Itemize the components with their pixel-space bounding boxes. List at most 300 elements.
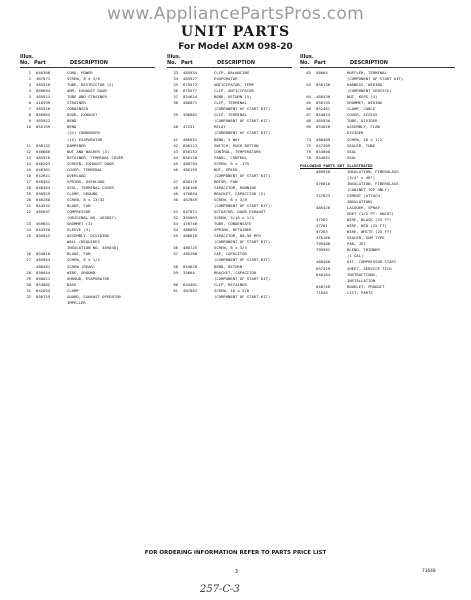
- part-description: WIRE, BLACK (25 FT): [347, 217, 392, 223]
- part-number: 488489: [316, 136, 331, 142]
- part-description: GUARD, EXHAUST OPERATOR: [67, 293, 121, 299]
- part-description: BLEND, THINNER: [347, 247, 380, 253]
- part-description: SLEEVE (3): [67, 227, 91, 233]
- part-description: GREY (1/2 PT. UNCUT): [347, 211, 394, 217]
- part-number: 799486: [316, 241, 331, 247]
- part-description: (COMPONENT OF START KIT): [214, 293, 271, 299]
- header-rule: [20, 67, 155, 68]
- part-description: COMPRESSOR: [67, 209, 91, 215]
- part-description: SPRING, OVERLOAD: [67, 178, 105, 184]
- part-description: SEAL: [347, 148, 357, 154]
- part-number: 488430: [316, 94, 331, 100]
- part-number: 486725: [183, 245, 198, 251]
- part-number: 487883: [183, 287, 198, 293]
- part-number: 485927: [183, 76, 198, 82]
- part-number: 648748: [316, 283, 331, 289]
- part-description: EVAPORATOR: [214, 76, 238, 82]
- part-description: CAP, CAPACITOR: [214, 251, 247, 257]
- not-illustrated-heading: FOLLOWING PARTS NOT ILLUSTRATED: [300, 162, 373, 168]
- illus-number: 2: [28, 76, 31, 82]
- illus-number: 5: [28, 94, 31, 100]
- part-description: (COMPONENT OF START KIT): [214, 118, 271, 124]
- illus-number: 53: [173, 221, 178, 227]
- part-number: 854018: [36, 251, 51, 257]
- handwritten-note: 257-C-3: [200, 584, 240, 595]
- illus-number: 75: [306, 142, 311, 148]
- part-description: INSULATION, FIBERGLASS: [347, 168, 399, 174]
- part-description: SCREW, 10 x 1/2: [347, 136, 383, 142]
- illus-number: 26: [26, 251, 31, 257]
- header-part: Part: [314, 60, 326, 66]
- part-description: SCREW, 5/16 x 1/4: [214, 215, 254, 221]
- part-description: SEALER, TUBE: [347, 142, 376, 148]
- part-number: 486951: [183, 136, 198, 142]
- illus-number: 19: [26, 190, 31, 196]
- part-description: GROMMET, WIRING: [347, 100, 383, 106]
- part-description: WIRE, WHITE (25 FT): [347, 229, 392, 235]
- part-description: MOTOR, FAN: [214, 178, 238, 184]
- part-description: (COMPONENT OF START KIT): [214, 172, 271, 178]
- part-description: (COMPONENT OF START KIT): [214, 203, 271, 209]
- illus-number: 13: [26, 154, 31, 160]
- illus-number: 48: [173, 184, 178, 190]
- illus-number: 61: [173, 287, 178, 293]
- part-description: SEAL: [347, 154, 357, 160]
- header-illus: Illus.: [20, 54, 34, 60]
- part-description: COVER, TERMINAL: [67, 166, 103, 172]
- part-description: SCREW, 6 x .175: [214, 160, 250, 166]
- parts-column-2: [167, 54, 292, 300]
- illus-number: [167, 294, 178, 300]
- part-number: 852461: [316, 106, 331, 112]
- part-number: 476746: [183, 221, 198, 227]
- part-description: GROMMET (3): [67, 221, 93, 227]
- illus-number: 1: [28, 70, 31, 75]
- document-code: 71640: [422, 569, 436, 574]
- illus-number: 7: [28, 106, 31, 112]
- illus-number: 76: [306, 148, 311, 154]
- part-description: SCREW, 8 x 1/2: [67, 257, 100, 263]
- part-number: 854624: [183, 94, 198, 100]
- illus-number: 21: [26, 203, 31, 209]
- illus-number: 32: [26, 293, 31, 299]
- part-number: 485954: [36, 257, 51, 263]
- part-description: TUBE, DIVIDER: [347, 118, 378, 124]
- part-number: 488468: [316, 259, 331, 265]
- part-number: 646164: [316, 271, 331, 277]
- part-number: 486616: [183, 233, 198, 239]
- illus-number: 6: [28, 100, 31, 106]
- part-number: 646288: [36, 196, 51, 202]
- part-description: STRAINER: [67, 100, 86, 106]
- part-description: (CABINET TOP ONLY): [347, 186, 390, 192]
- part-number: 646364: [36, 184, 51, 190]
- part-description: BEND: [67, 124, 77, 130]
- illus-number: [20, 300, 31, 306]
- part-number: 469651: [36, 221, 51, 227]
- illus-number: 12: [26, 148, 31, 154]
- part-description: WIRE, GROUND: [67, 269, 96, 275]
- part-description: SEAL, TERMINAL COVER: [67, 184, 114, 190]
- illus-number: 31: [26, 287, 31, 293]
- part-number: 669694: [36, 88, 51, 94]
- part-description: (COMPONENT OF START KIT): [214, 275, 271, 281]
- part-description: ASSEMBLY, FLOW: [347, 124, 380, 130]
- parts-list: [167, 70, 292, 300]
- part-number: 488481: [36, 263, 51, 269]
- part-number: 646203: [36, 160, 51, 166]
- illus-number: 65: [306, 100, 311, 106]
- part-description: SWITCH, PUSH BUTTON: [214, 142, 259, 148]
- part-number: 652621: [36, 172, 51, 178]
- illus-number: 10: [26, 124, 31, 130]
- part-description: (COMPONENT OF START KIT): [347, 76, 404, 82]
- illus-number: 44: [173, 154, 178, 160]
- illus-number: 62: [306, 70, 311, 75]
- part-description: CLAMP, CABLE: [347, 106, 376, 112]
- part-description: RETAINER, TERMINAL COVER: [67, 154, 124, 160]
- part-number: 856132: [36, 142, 51, 148]
- part-description: MUFFLER, TERMINAL: [347, 70, 387, 75]
- illus-number: 20: [26, 196, 31, 202]
- illus-number: 46: [173, 166, 178, 172]
- illus-number: 60: [173, 281, 178, 287]
- part-description: INSTALLATION: [347, 277, 376, 283]
- part-number: 485921: [36, 94, 51, 100]
- part-description: PAN, JET: [347, 241, 366, 247]
- part-number: 854026: [316, 124, 331, 130]
- part-description: COVER, ACCESS: [347, 112, 378, 118]
- part-description: CONTROL, TEMPERATURE: [214, 148, 261, 154]
- header-description: DESCRIPTION: [350, 60, 388, 66]
- part-number: 47262: [316, 217, 328, 223]
- parts-column-1: [20, 54, 155, 306]
- part-description: DIVIDER: [347, 130, 364, 136]
- part-number: 469938: [316, 168, 331, 174]
- part-number: [178, 294, 214, 300]
- illus-number: 3: [28, 82, 31, 88]
- illus-number: 78: [306, 154, 311, 160]
- part-description: (3/4" x 48"): [347, 174, 376, 180]
- part-description: NUT AND WASHER (3): [67, 148, 110, 154]
- part-description: BOOKLET, PRODUCT: [347, 283, 385, 289]
- part-number: 856021: [36, 275, 51, 281]
- part-description: (1 GAL): [347, 253, 364, 259]
- part-number: 47263: [316, 229, 328, 235]
- illus-number: 37: [173, 94, 178, 100]
- illus-number: 30: [26, 281, 31, 287]
- part-description: CAPACITOR, RUNNING: [214, 184, 257, 190]
- part-description: IMPELLER: [67, 299, 86, 305]
- part-description: INSTRUCTIONS,: [347, 271, 378, 277]
- illus-number: 15: [26, 166, 31, 172]
- part-description: CAPACITOR, 88-96 MFD: [214, 233, 261, 239]
- part-description: ARM, EXHAUST DOOR: [67, 88, 107, 94]
- part-description: CLIP, TERMINAL: [214, 112, 247, 118]
- part-description: NUT, KEPS (4): [347, 94, 378, 100]
- part-description: (ORIGINAL NO. 403837): [67, 215, 117, 221]
- illus-number: 33: [173, 70, 178, 75]
- part-number: 854051: [316, 154, 331, 160]
- part-number: 396882: [183, 112, 198, 118]
- part-number: 856176: [183, 178, 198, 184]
- illus-number: 16: [26, 172, 31, 178]
- header-part: Part: [34, 60, 46, 66]
- illus-number: 4: [28, 88, 31, 94]
- part-description: CLIP, RETAINER: [214, 281, 247, 287]
- part-description: OVERLOAD: [67, 172, 86, 178]
- part-number: 854008: [316, 148, 331, 154]
- part-row: [20, 300, 155, 306]
- part-number: 71640: [316, 289, 328, 295]
- part-description: CLIP, ANTICIPATOR: [214, 88, 254, 94]
- part-row: [300, 155, 455, 161]
- illus-number: 22: [26, 209, 31, 215]
- part-number: 644358: [36, 227, 51, 233]
- part-description: ASSEMBLY, DIVIDING: [67, 233, 110, 239]
- part-number: 856133: [183, 148, 198, 154]
- part-description: SCREW (REAR): [67, 263, 96, 269]
- part-number: 646166: [183, 184, 198, 190]
- part-row: [300, 290, 455, 296]
- illus-number: 35: [173, 82, 178, 88]
- illus-number: 58: [173, 263, 178, 269]
- part-description: TUBE, RESTRICTOR (2): [67, 82, 114, 88]
- part-description: TUBE, CONDENSATE: [214, 221, 252, 227]
- part-description: TUBE AND STRAINER: [67, 94, 107, 100]
- part-description: BASE: [67, 281, 77, 287]
- part-number: 856929: [36, 190, 51, 196]
- part-description: (COMPONENT SERVICE): [347, 88, 392, 94]
- illus-number: 14: [26, 160, 31, 166]
- part-description: SHEET, SERVICE TECH: [347, 265, 392, 271]
- part-description: BEND, RETURN (5): [214, 94, 252, 100]
- illus-number: 56: [173, 245, 178, 251]
- part-number: 486871: [183, 100, 198, 106]
- illus-number: 54: [173, 227, 178, 233]
- part-number: 485928: [36, 82, 51, 88]
- page-number: 3: [235, 569, 239, 575]
- part-description: BEND: [67, 118, 77, 124]
- illus-number: 47: [173, 178, 178, 184]
- illus-number: 74: [306, 136, 311, 142]
- header-no: No.: [167, 60, 177, 66]
- part-number: 98664: [316, 70, 328, 75]
- part-description: CLIP, BALANCING: [214, 70, 250, 75]
- header-rule: [167, 67, 292, 68]
- part-description: BLADE, FAN: [67, 203, 91, 209]
- part-number: 485922: [36, 118, 51, 124]
- part-description: CLIP, TERMINAL: [214, 100, 247, 106]
- part-number: 646306: [36, 70, 51, 75]
- part-number: 485426: [316, 205, 331, 211]
- part-number: 470166: [316, 235, 331, 241]
- header-illus: Illus.: [300, 54, 314, 60]
- watermark: www.AppliancePartsPros.com: [107, 4, 364, 24]
- header-no: No.: [20, 60, 30, 66]
- part-description: (15) EVAPORATOR: [67, 136, 103, 142]
- part-description: SPRING, RETAINER: [214, 227, 252, 233]
- part-number: 485926: [36, 106, 51, 112]
- part-number: 856123: [183, 142, 198, 148]
- illus-number: [300, 290, 311, 296]
- illus-number: 52: [173, 215, 178, 221]
- illus-number: 25: [26, 233, 31, 239]
- part-number: 854024: [316, 112, 331, 118]
- part-description: (COMPONENT OF START KIT): [214, 130, 271, 136]
- part-description: SHROUD, EVAPORATOR: [67, 275, 110, 281]
- part-description: LACQUER, SPRAY: [347, 205, 380, 211]
- part-description: BEND, RETURN: [214, 263, 243, 269]
- part-description: KIT, COMPRESSOR START: [347, 259, 397, 265]
- illus-number: 55: [173, 233, 178, 239]
- part-description: BRACKET, CAPACITOR (2): [214, 190, 266, 196]
- illus-number: 68: [306, 118, 311, 124]
- illus-number: 9: [28, 118, 31, 124]
- part-number: 485280: [183, 251, 198, 257]
- part-number: 486794: [183, 160, 198, 166]
- part-number: 642654: [36, 287, 51, 293]
- illus-number: 41: [173, 136, 178, 142]
- part-number: 487849: [183, 196, 198, 202]
- parts-column-3: [300, 54, 455, 296]
- illus-number: 28: [26, 269, 31, 275]
- illus-number: 8: [28, 112, 31, 118]
- part-number: 485697: [36, 209, 51, 215]
- illus-number: 51: [173, 209, 178, 215]
- part-description: CLAMP: [67, 287, 79, 293]
- part-description: LIST, PARTS: [347, 289, 373, 295]
- part-number: 47261: [316, 223, 328, 229]
- part-number: 856942: [36, 233, 51, 239]
- illus-number: 24: [26, 227, 31, 233]
- part-number: 854628: [183, 263, 198, 269]
- part-description: (COMPONENT OF START KIT): [214, 106, 271, 112]
- part-number: 487871: [36, 76, 51, 82]
- part-number: 757623: [316, 192, 331, 198]
- part-description: DAMPENER: [67, 142, 86, 148]
- part-number: 675572: [183, 82, 198, 88]
- part-number: 799381: [316, 247, 331, 253]
- illus-number: 59: [173, 269, 178, 275]
- part-description: SCREW, 8 x 3/4: [214, 245, 247, 251]
- illus-number: 57: [173, 251, 178, 257]
- illus-number: 18: [26, 184, 31, 190]
- part-description: NUT, SPEED: [214, 166, 238, 172]
- part-description: RELAY: [214, 124, 226, 130]
- part-description: SCREEN, EXHAUST DOOR: [67, 160, 114, 166]
- illus-number: 50: [173, 196, 178, 202]
- header-description: DESCRIPTION: [70, 60, 108, 66]
- part-number: 856120: [183, 154, 198, 160]
- part-number: 854002: [36, 281, 51, 287]
- part-description: INSULATION NO. 469038): [67, 245, 119, 251]
- part-description: CONDENSER: [67, 106, 89, 112]
- part-description: WALL (REQUIRES: [67, 239, 100, 245]
- part-number: 646361: [36, 166, 51, 172]
- illus-number: 29: [26, 275, 31, 281]
- part-description: CLAMP, GROUND: [67, 190, 98, 196]
- part-description: SCREW, 8 x 3/8: [214, 196, 247, 202]
- part-description: INSULATION, FIBERGLASS: [347, 180, 399, 186]
- part-number: 644401: [183, 281, 198, 287]
- part-description: (21) CONDENSER: [67, 130, 100, 136]
- part-description: DOOR, EXHAUST: [67, 112, 98, 118]
- column-header: [20, 54, 155, 70]
- part-description: SEALER, GUM TYPE: [347, 235, 385, 241]
- part-number: 395063: [183, 215, 198, 221]
- part-number: 856135: [316, 100, 331, 106]
- part-number: 416599: [36, 100, 51, 106]
- illus-number: 17: [26, 178, 31, 184]
- part-description: WIRE, RED (25 FT): [347, 223, 387, 229]
- not-illustrated-list: [300, 169, 455, 296]
- illus-number: 67: [306, 112, 311, 118]
- column-header: [300, 54, 455, 70]
- illus-number: 39: [173, 112, 178, 118]
- part-number: 856044: [36, 269, 51, 275]
- part-number: 646886: [36, 148, 51, 154]
- header-part: Part: [181, 60, 193, 66]
- part-row: [167, 294, 292, 300]
- part-description: BRACKET, CAPACITOR: [214, 269, 257, 275]
- part-number: 35664: [183, 269, 195, 275]
- part-number: 644532: [36, 203, 51, 209]
- model-subtitle: For Model AXM 098-20: [178, 42, 293, 52]
- illus-number: 36: [173, 88, 178, 94]
- part-number: 655199: [36, 124, 51, 130]
- illus-number: 38: [173, 100, 178, 106]
- part-number: 476844: [183, 190, 198, 196]
- column-header: [167, 54, 292, 70]
- illus-number: 64: [306, 94, 311, 100]
- part-number: 486693: [183, 227, 198, 233]
- ordering-footer: FOR ORDERING INFORMATION REFER TO PARTS PRICE LIST: [144, 550, 327, 556]
- illus-number: 27: [26, 257, 31, 263]
- illus-number: 40: [173, 124, 178, 130]
- header-rule: [300, 67, 455, 68]
- part-description: HARNESS, WIRING: [347, 82, 383, 88]
- part-description: ACTUATOR, DOOR EXHAUST: [214, 209, 266, 215]
- illus-number: 66: [306, 106, 311, 112]
- part-number: 647399: [316, 142, 331, 148]
- part-number: 486193: [183, 166, 198, 172]
- part-number: 47251: [183, 124, 195, 130]
- part-number: 485926: [36, 154, 51, 160]
- part-description: CORD, POWER: [67, 70, 93, 75]
- parts-list: [20, 70, 155, 306]
- part-description: SCREW, 8 x 3/8: [67, 76, 100, 82]
- part-number: 675577: [183, 88, 198, 94]
- illus-number: 49: [173, 190, 178, 196]
- illus-number: 42: [173, 142, 178, 148]
- part-number: 657429: [316, 265, 331, 271]
- part-number: 856759: [36, 293, 51, 299]
- part-description: BEND, 3 WAY: [214, 136, 240, 142]
- illus-number: 69: [306, 124, 311, 130]
- part-description: PANEL, CONTROL: [214, 154, 247, 160]
- part-number: 856136: [316, 82, 331, 88]
- page-title: UNIT PARTS: [180, 24, 291, 40]
- illus-number: 63: [306, 82, 311, 88]
- illus-number: 11: [26, 142, 31, 148]
- part-description: SCREW, 8 x 13/32: [67, 196, 105, 202]
- illus-number: 34: [173, 76, 178, 82]
- part-number: 646362: [36, 178, 51, 184]
- part-description: (COMPONENT OF START KIT): [214, 239, 271, 245]
- part-number: 647071: [183, 209, 198, 215]
- part-description: ANTICIPATOR, TEMP: [214, 82, 254, 88]
